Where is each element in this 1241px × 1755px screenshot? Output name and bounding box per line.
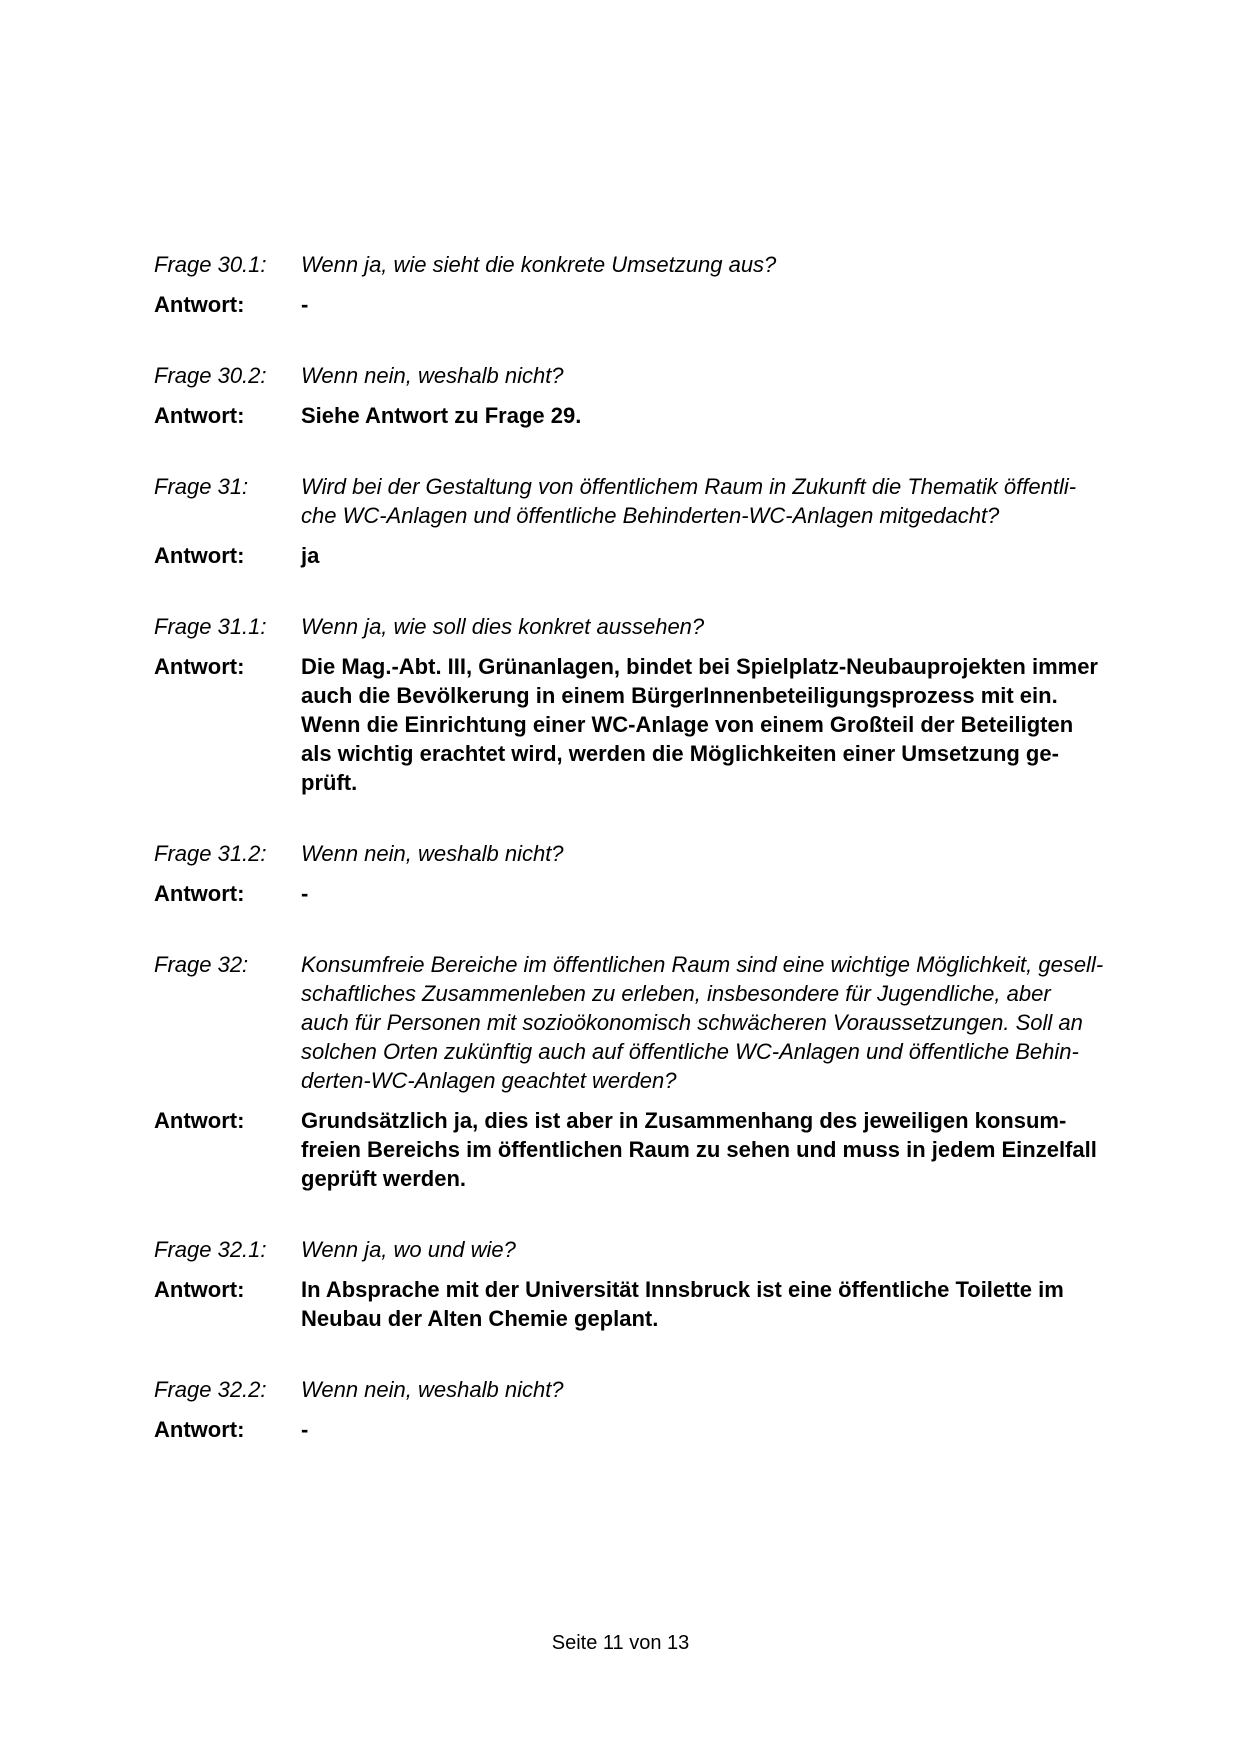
- question-text: [301, 361, 1144, 390]
- answer-label: Antwort:: [154, 403, 245, 428]
- qa-block-30-2: [154, 361, 1144, 430]
- question-line: solchen Orten zukünftig auch auf öffentliche WC-Anlagen und öffentliche Behin-: [301, 1039, 1079, 1064]
- answer-line: freien Bereichs im öffentlichen Raum zu sehen und muss in jedem Einzelfall: [301, 1137, 1097, 1162]
- question-row: [154, 950, 1144, 1095]
- answer-line: In Absprache mit der Universität Innsbruck ist eine öffentliche Toilette im: [301, 1277, 1064, 1302]
- answer-line: prüft.: [301, 770, 358, 795]
- answer-line: auch die Bevölkerung in einem BürgerInnenbeteiligungsprozess mit ein.: [301, 683, 1058, 708]
- question-text: [301, 472, 1144, 530]
- question-label: Frage 32.1:: [154, 1237, 267, 1262]
- answer-line: ja: [301, 543, 320, 568]
- question-text: [301, 1235, 1144, 1264]
- answer-text: [301, 290, 1144, 319]
- question-text: [301, 612, 1144, 641]
- question-line: Wenn ja, wie soll dies konkret aussehen?: [301, 614, 705, 639]
- qa-block-32: [154, 950, 1144, 1193]
- answer-text: [301, 1275, 1144, 1333]
- question-text: [301, 839, 1144, 868]
- answer-line: -: [301, 292, 309, 317]
- answer-label: Antwort:: [154, 1417, 245, 1442]
- question-line: Konsumfreie Bereiche im öffentlichen Raum sind eine wichtige Möglichkeit, gesell-: [301, 952, 1104, 977]
- answer-row: [154, 652, 1144, 797]
- question-label: Frage 31.2:: [154, 841, 267, 866]
- answer-label: Antwort:: [154, 881, 245, 906]
- question-line: derten-WC-Anlagen geachtet werden?: [301, 1068, 677, 1093]
- answer-line: Die Mag.-Abt. III, Grünanlagen, bindet bei Spielplatz-Neubauprojekten immer: [301, 654, 1098, 679]
- question-text: [301, 250, 1144, 279]
- question-label: Frage 31.1:: [154, 614, 267, 639]
- question-text: [301, 950, 1144, 1095]
- qa-block-31-2: [154, 839, 1144, 908]
- question-line: Wenn nein, weshalb nicht?: [301, 841, 564, 866]
- answer-line: geprüft werden.: [301, 1166, 467, 1191]
- answer-text: [301, 1106, 1144, 1193]
- qa-block-32-1: [154, 1235, 1144, 1333]
- question-row: [154, 361, 1144, 390]
- question-label: Frage 30.2:: [154, 363, 267, 388]
- question-row: [154, 250, 1144, 279]
- qa-block-31-1: [154, 612, 1144, 797]
- question-line: auch für Personen mit sozioökonomisch schwächeren Voraussetzungen. Soll an: [301, 1010, 1083, 1035]
- answer-line: als wichtig erachtet wird, werden die Möglichkeiten einer Umsetzung ge-: [301, 741, 1059, 766]
- answer-label: Antwort:: [154, 1108, 245, 1133]
- question-label: Frage 30.1:: [154, 252, 267, 277]
- question-line: Wenn ja, wie sieht die konkrete Umsetzung aus?: [301, 252, 777, 277]
- answer-row: [154, 401, 1144, 430]
- question-line: Wenn nein, weshalb nicht?: [301, 1377, 564, 1402]
- answer-row: [154, 1106, 1144, 1193]
- answer-label: Antwort:: [154, 292, 245, 317]
- answer-line: Neubau der Alten Chemie geplant.: [301, 1306, 659, 1331]
- answer-text: [301, 652, 1144, 797]
- answer-label: Antwort:: [154, 543, 245, 568]
- question-line: schaftliches Zusammenleben zu erleben, insbesondere für Jugendliche, aber: [301, 981, 1051, 1006]
- answer-row: [154, 1275, 1144, 1333]
- question-label: Frage 32.2:: [154, 1377, 267, 1402]
- question-text: [301, 1375, 1144, 1404]
- question-row: [154, 1235, 1144, 1264]
- answer-line: -: [301, 1417, 309, 1442]
- answer-row: [154, 290, 1144, 319]
- question-line: che WC-Anlagen und öffentliche Behinderten-WC-Anlagen mitgedacht?: [301, 503, 1000, 528]
- answer-row: [154, 879, 1144, 908]
- qa-block-30-1: [154, 250, 1144, 319]
- question-row: [154, 612, 1144, 641]
- question-line: Wird bei der Gestaltung von öffentlichem Raum in Zukunft die Thematik öffentli-: [301, 474, 1077, 499]
- answer-text: [301, 879, 1144, 908]
- question-label: Frage 32:: [154, 952, 249, 977]
- qa-block-31: [154, 472, 1144, 570]
- qa-block-32-2: [154, 1375, 1144, 1444]
- question-row: [154, 472, 1144, 530]
- question-row: [154, 1375, 1144, 1404]
- answer-row: [154, 541, 1144, 570]
- answer-line: Siehe Antwort zu Frage 29.: [301, 403, 582, 428]
- page-number: Seite 11 von 13: [551, 1632, 690, 1654]
- answer-label: Antwort:: [154, 1277, 245, 1302]
- answer-line: Wenn die Einrichtung einer WC-Anlage von einem Großteil der Beteiligten: [301, 712, 1074, 737]
- answer-row: [154, 1415, 1144, 1444]
- answer-line: Grundsätzlich ja, dies ist aber in Zusammenhang des jeweiligen konsum-: [301, 1108, 1067, 1133]
- answer-label: Antwort:: [154, 654, 245, 679]
- answer-text: [301, 1415, 1144, 1444]
- question-line: Wenn nein, weshalb nicht?: [301, 363, 564, 388]
- answer-text: [301, 541, 1144, 570]
- question-label: Frage 31:: [154, 474, 249, 499]
- answer-text: [301, 401, 1144, 430]
- question-line: Wenn ja, wo und wie?: [301, 1237, 516, 1262]
- document-body: [154, 250, 1144, 1486]
- question-row: [154, 839, 1144, 868]
- answer-line: -: [301, 881, 309, 906]
